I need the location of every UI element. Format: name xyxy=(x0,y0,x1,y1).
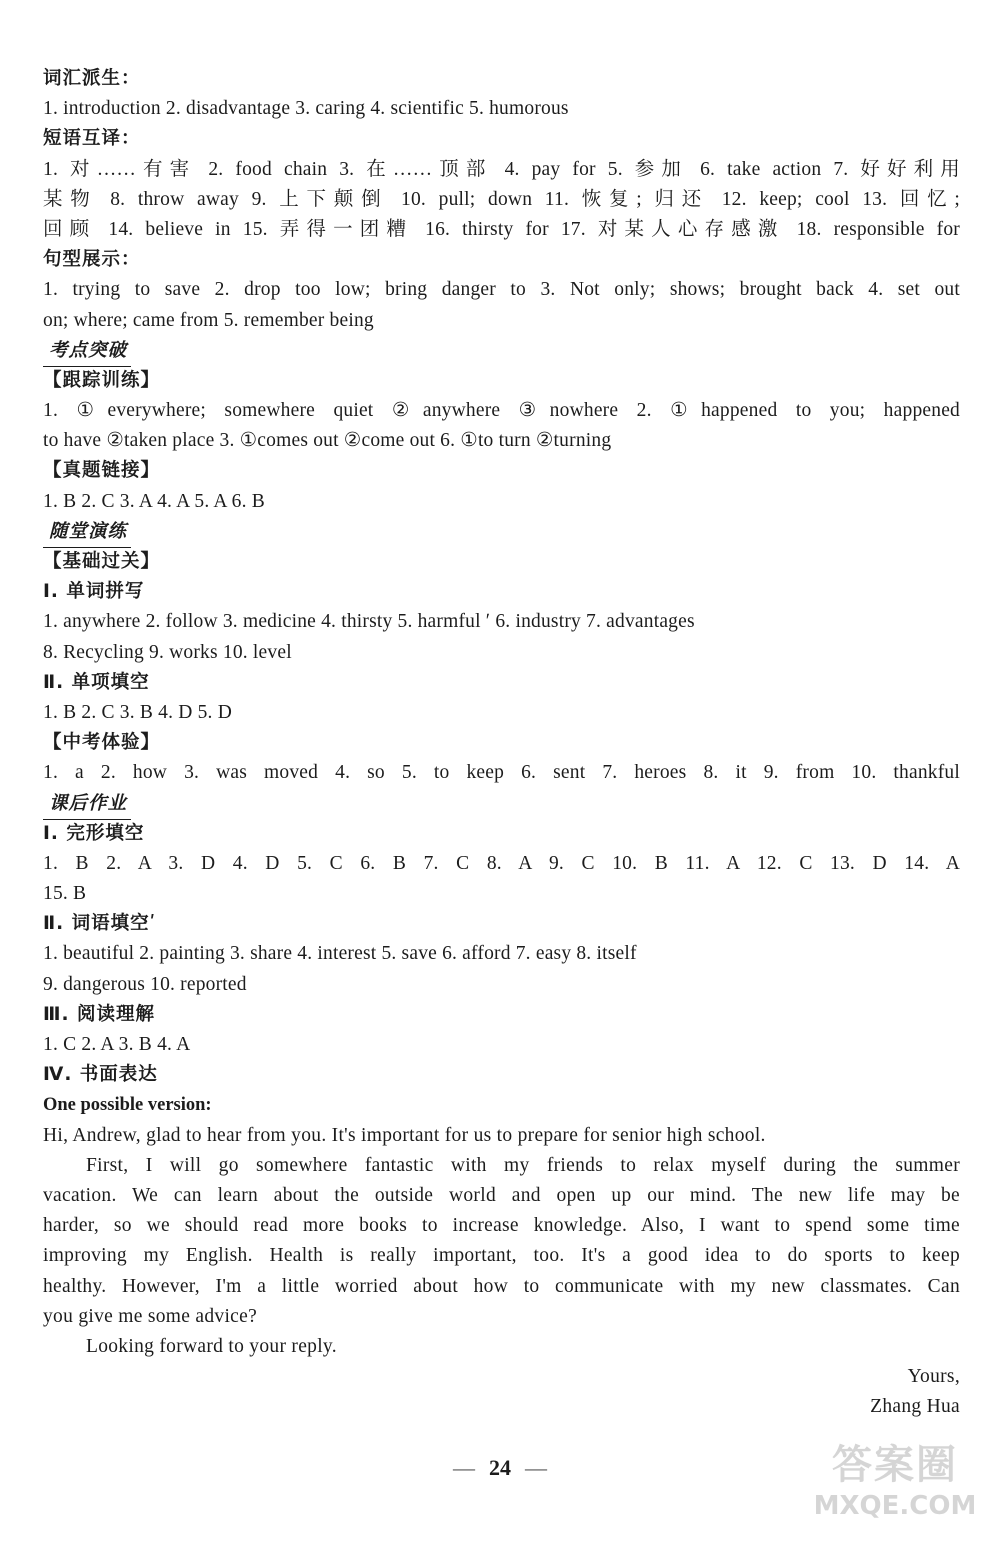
tracking-training-heading: 【跟踪训练】 xyxy=(43,369,161,391)
real-exam-heading: 【真题链接】 xyxy=(43,460,161,482)
essay-line: you give me some advice? xyxy=(43,1305,258,1327)
reading-heading: Ⅲ. 阅读理解 xyxy=(43,1003,155,1025)
essay-line: Hi, Andrew, glad to hear from you. It's important for us to prepare for senior high school. xyxy=(43,1124,766,1146)
essay-closing: Yours, xyxy=(907,1366,960,1388)
in-class-section xyxy=(43,517,960,547)
word-fill-heading: Ⅱ. 词语填空ʹ xyxy=(43,913,157,935)
phrase-translation-line: 1. 对……有害 2. food chain 3. 在……顶部 4. pay for 5. 参加 6. take action 7. 好好利用 xyxy=(43,158,960,180)
real-exam-line: 1. B 2. C 3. A 4. A 5. A 6. B xyxy=(43,490,265,512)
essay-line: healthy. However, I'm a little worried about how to communicate with my new classmates. Can xyxy=(43,1275,960,1297)
cloze-line: 1. B 2. A 3. D 4. D 5. C 6. B 7. C 8. A 9. C 10. B 11. A 12. C 13. D 14. A xyxy=(43,852,960,874)
phrase-translation-line: 回顾 14. believe in 15. 弄得一团糟 16. thirsty for 17. 对某人心存感激 18. responsible for xyxy=(43,218,960,240)
key-points-title: 考点突破 xyxy=(43,336,131,367)
page-number: 24 xyxy=(489,1455,511,1480)
basic-heading: 【基础过关】 xyxy=(43,551,161,572)
cloze-line: 15. B xyxy=(43,883,87,905)
spelling-line: 1. anywhere 2. follow 3. medicine 4. thirsty 5. harmful ʹ 6. industry 7. advantages xyxy=(43,611,695,633)
sentence-patterns-heading: 句型展示： xyxy=(43,249,141,271)
essay-line: harder, so we should read more books to increase knowledge. Also, I want to spend some time xyxy=(43,1215,960,1237)
sentence-patterns-line: on; where; came from 5. remember being xyxy=(43,309,374,331)
answer-page xyxy=(43,64,960,1422)
vocab-derivation-heading: 词汇派生： xyxy=(43,68,141,89)
essay-label: One possible version: xyxy=(43,1095,212,1116)
essay-signature: Zhang Hua xyxy=(870,1396,960,1418)
watermark-top-text: 答案圈 xyxy=(832,1442,958,1488)
tracking-training-line: to have ②taken place 3. ①comes out ②come out 6. ①to turn ②turning xyxy=(43,430,612,452)
spelling-line: 8. Recycling 9. works 10. level xyxy=(43,641,292,663)
sentence-patterns-line: 1. trying to save 2. drop too low; bring danger to 3. Not only; shows; brought back 4. set out xyxy=(43,279,960,301)
tracking-training-line: 1. ①everywhere; somewhere quiet ②anywhere ③nowhere 2. ①happened to you; happened xyxy=(43,400,960,422)
homework-title: 课后作业 xyxy=(43,789,131,820)
essay-line: vacation. We can learn about the outside world and open up our mind. The new life may be xyxy=(43,1184,960,1206)
word-fill-line: 1. beautiful 2. painting 3. share 4. interest 5. save 6. afford 7. easy 8. itself xyxy=(43,943,637,965)
word-fill-line: 9. dangerous 10. reported xyxy=(43,973,247,995)
watermark-bottom-text: MXQE.COM xyxy=(813,1491,977,1521)
in-class-title: 随堂演练 xyxy=(43,517,131,548)
spelling-heading: Ⅰ. 单词拼写 xyxy=(43,581,145,603)
zhongkao-line: 1. a 2. how 3. was moved 4. so 5. to keep 6. sent 7. heroes 8. it 9. from 10. thankful xyxy=(43,762,960,784)
footer-dash-right: — xyxy=(525,1455,547,1480)
essay-line: First, I will go somewhere fantastic with my friends to relax myself during the summer xyxy=(86,1154,960,1176)
phrase-translation-heading: 短语互译： xyxy=(43,128,141,150)
essay-body xyxy=(43,1121,960,1423)
zhongkao-heading: 【中考体验】 xyxy=(43,732,161,754)
cloze-heading: Ⅰ. 完形填空 xyxy=(43,822,145,844)
single-choice-line: 1. B 2. C 3. B 4. D 5. D xyxy=(43,701,232,723)
key-points-section xyxy=(43,336,960,366)
watermark-logo xyxy=(800,1440,990,1532)
reading-line: 1. C 2. A 3. B 4. A xyxy=(43,1034,191,1055)
footer-dash-left: — xyxy=(453,1455,475,1480)
single-choice-heading: Ⅱ. 单项填空 xyxy=(43,671,150,693)
vocab-derivation-line: 1. introduction 2. disadvantage 3. caring 4. scientific 5. humorous xyxy=(43,98,569,120)
homework-section xyxy=(43,789,960,819)
writing-heading: Ⅳ. 书面表达 xyxy=(43,1064,158,1086)
essay-line: improving my English. Health is really important, too. It's a good idea to do sports to keep xyxy=(43,1245,960,1267)
essay-line: Looking forward to your reply. xyxy=(86,1335,337,1357)
phrase-translation-line: 某物 8. throw away 9. 上下颠倒 10. pull; down 11. 恢复; 归还 12. keep; cool 13. 回忆; xyxy=(43,188,960,210)
